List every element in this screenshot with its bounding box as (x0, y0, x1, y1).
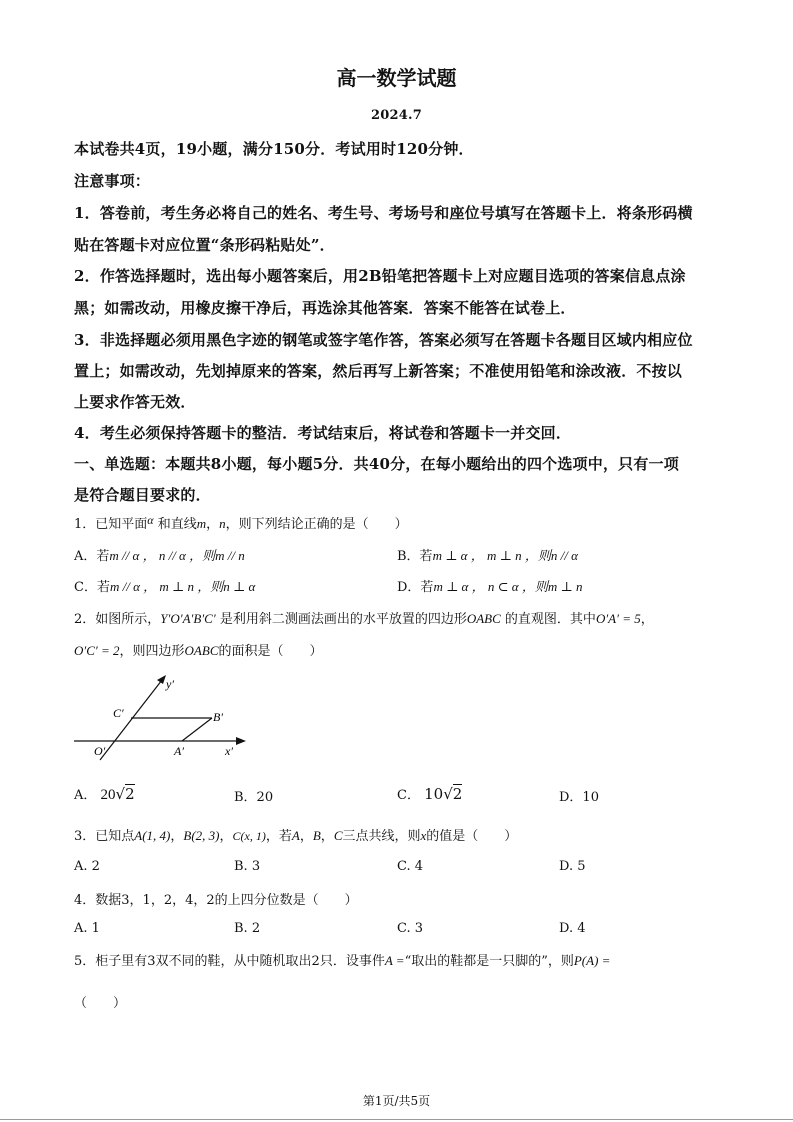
question-5-stem (74, 950, 610, 969)
q2-option-c-label: C． (397, 788, 420, 803)
q1-option-d[interactable] (397, 576, 582, 595)
label-c: C′ (113, 706, 124, 720)
q2-option-a[interactable] (74, 784, 135, 804)
q5-event-a: A = (384, 953, 405, 968)
q3-point-c: C(x, 1) (232, 829, 266, 843)
q2-eq-oc: O′C′ = 2 (74, 643, 120, 658)
q2-option-c-radicand: 2 (452, 785, 463, 803)
label-y: y′ (166, 677, 174, 691)
q3-option-b[interactable]: B. 3 (234, 859, 261, 874)
q2-comma: ， (640, 612, 654, 627)
question-2-stem-line-1 (74, 608, 654, 627)
q3-var-c: C (333, 828, 343, 843)
label-x: x′ (225, 744, 233, 758)
q1-alpha: α (147, 513, 154, 527)
q3-option-c[interactable]: C. 4 (397, 859, 424, 874)
q3-sep-2: ， (219, 829, 233, 844)
q2-option-a-radicand: 2 (125, 785, 135, 803)
q1-option-d-label: D．若 (397, 580, 434, 595)
sqrt-symbol-icon: √ (443, 785, 453, 803)
q3-var-b: B (312, 828, 321, 843)
q2-stem-text-3: 的直观图．其中 (504, 612, 596, 627)
q5-answer-blank: （ ） (74, 996, 127, 1011)
y-axis-line (100, 680, 162, 760)
q1-option-b-label: B．若 (397, 549, 433, 564)
section-heading-line-2: 是符合题目要求的． (74, 486, 211, 504)
question-2-stem-line-2 (74, 640, 323, 659)
q3-stem-text-3: 三点共线，则 (342, 829, 421, 844)
q2-option-a-label: A． (74, 788, 97, 803)
q2-eq-oa: O′A′ = 5 (595, 611, 641, 626)
q3-sep-1: ， (170, 829, 184, 844)
question-1-stem (74, 513, 408, 532)
note-3-line-1: 3．非选择题必须用黑色字迹的钢笔或签字笔作答，答案必须写在答题卡各题目区域内相应位 (74, 331, 693, 349)
q1-option-c-expr: m // α ， m ⊥ n ，则n ⊥ α (109, 579, 256, 594)
q3-stem-text-2: ，若 (265, 829, 292, 844)
q1-sep: ， (206, 517, 220, 532)
section-heading-line-1: 一、单选题：本题共8小题，每小题5分．共40分，在每小题给出的四个选项中，只有一项 (74, 455, 679, 473)
note-3-line-3: 上要求作答无效． (74, 393, 196, 411)
q3-var-x: x (420, 828, 427, 843)
label-a: A′ (174, 744, 184, 758)
q5-stem-text-2: “取出的鞋都是一只脚的”，则 (404, 954, 574, 969)
exam-date: 2024.7 (371, 108, 422, 123)
q3-point-b: B(2, 3) (183, 828, 220, 843)
q5-prob-expr: P(A) = (573, 953, 611, 968)
q2-figure-name: Y′O′A′B′C′ (160, 611, 216, 626)
q1-option-a[interactable] (74, 545, 245, 564)
q1-var-m: m (196, 516, 207, 531)
q2-stem-text: 2．如图所示， (74, 612, 161, 627)
note-2-line-1: 2．作答选择题时，选出每小题答案后，用2B铅笔把答题卡上对应题目选项的答案信息点涂 (74, 267, 686, 285)
q1-option-c-label: C．若 (74, 580, 110, 595)
q4-option-a[interactable]: A. 1 (74, 921, 100, 936)
note-2-line-2: 黑；如需改动，用橡皮擦干净后，再选涂其他答案．答案不能答在试卷上． (74, 299, 576, 317)
q5-stem-text: 5．柜子里有3双不同的鞋，从中随机取出2只．设事件 (74, 954, 385, 969)
q1-stem-text: 1．已知平面 (74, 517, 148, 532)
q1-option-b[interactable] (397, 545, 578, 564)
q2-option-d[interactable]: D．10 (559, 790, 599, 805)
q1-var-n: n (219, 516, 226, 531)
q2-stem-text-5: 的面积是（ ） (218, 644, 323, 659)
label-o: O′ (94, 744, 106, 758)
note-1-line-2: 贴在答题卡对应位置“条形码粘贴处”． (74, 236, 335, 254)
question-4-stem: 4．数据3，1，2，4，2的上四分位数是（ ） (74, 893, 358, 908)
q2-parallelogram-figure (70, 670, 250, 765)
q3-option-a[interactable]: A. 2 (74, 859, 100, 874)
sqrt-symbol-icon: √ (115, 785, 126, 803)
q3-var-a: A (291, 828, 300, 843)
intro-line: 本试卷共4页，19小题，满分150分．考试用时120分钟． (74, 140, 474, 158)
q2-option-c-num: 10 (424, 785, 444, 803)
note-4: 4．考生必须保持答题卡的整洁．考试结束后，将试卷和答题卡一并交回． (74, 424, 572, 442)
q1-option-d-expr: m ⊥ α ， n ⊂ α ，则m ⊥ n (433, 579, 583, 594)
q2-stem-text-2: 是利用斜二测画法画出的水平放置的四边形 (219, 612, 467, 627)
q4-option-d[interactable]: D. 4 (559, 921, 586, 936)
q2-option-b[interactable]: B．20 (234, 790, 274, 805)
q3-point-a: A(1, 4) (134, 828, 171, 843)
q3-stem-text-4: 的值是（ ） (426, 829, 518, 844)
q2-oabc: OABC (466, 611, 501, 626)
q1-option-b-expr: m ⊥ α ， m ⊥ n ，则n // α (432, 548, 578, 563)
note-3-line-2: 置上；如需改动，先划掉原来的答案，然后再写上新答案；不准使用铅笔和涂改液．不按以 (74, 362, 683, 380)
notes-heading: 注意事项： (74, 172, 151, 190)
q1-option-a-expr: m // α ， n // α ，则m // n (109, 548, 245, 563)
x-axis-arrow (236, 737, 246, 745)
y-axis-arrow (157, 675, 166, 684)
label-b: B′ (213, 710, 223, 724)
q2-option-c[interactable] (397, 784, 462, 803)
q2-option-a-num: 20 (100, 787, 116, 803)
q4-option-b[interactable]: B. 2 (234, 921, 261, 936)
q1-option-c[interactable] (74, 576, 255, 595)
q1-stem-text-3: ，则下列结论正确的是（ ） (225, 517, 408, 532)
q1-option-a-label: A．若 (74, 549, 110, 564)
edge-ba (182, 718, 212, 741)
bottom-divider (0, 1119, 793, 1120)
question-3-stem: 3．已知点A(1, 4)，B(2, 3)，C(x, 1)，若A，B，C三点共线，则x的值是（ ） (74, 828, 518, 844)
q1-stem-text-2: 和直线 (157, 517, 197, 532)
q3-option-d[interactable]: D. 5 (559, 859, 586, 874)
q4-option-c[interactable]: C. 3 (397, 921, 424, 936)
note-1-line-1: 1．答卷前，考生务必将自己的姓名、考生号、考场号和座位号填写在答题卡上．将条形码横 (74, 204, 693, 222)
page-title: 高一数学试题 (336, 66, 457, 90)
page-footer: 第1页/共5页 (362, 1094, 431, 1108)
q3-stem-text: 3．已知点 (74, 829, 135, 844)
q2-stem-text-4: ，则四边形 (119, 644, 185, 659)
q2-oabc-2: OABC (184, 643, 219, 658)
